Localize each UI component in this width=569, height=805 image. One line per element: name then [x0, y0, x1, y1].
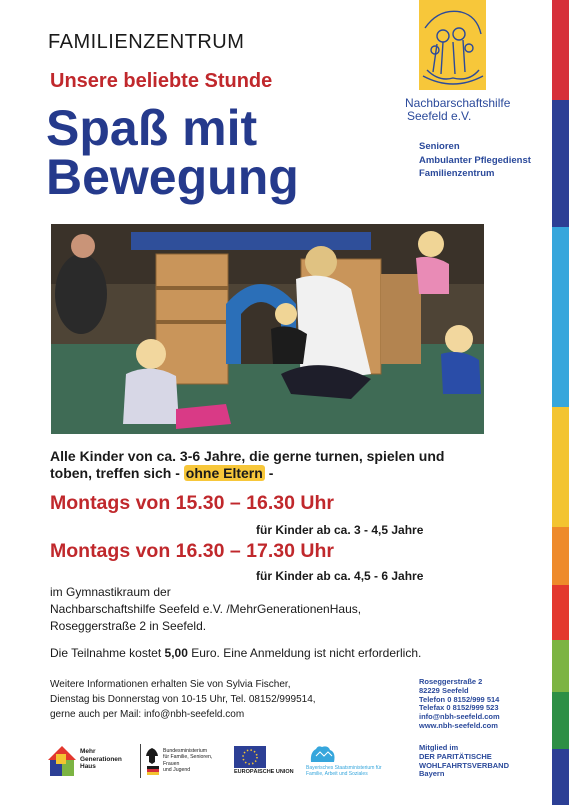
color-stripe: [552, 527, 569, 585]
more-info: [50, 677, 316, 722]
organization-logo: [419, 0, 486, 90]
color-stripe: [552, 692, 569, 749]
intro-main: Alle Kinder von ca. 3-6 Jahre, die gerne turnen, spielen und toben, treffen sich -: [50, 448, 445, 481]
service-item: Ambulanter Pflegedienst: [419, 154, 531, 166]
contact-line: Telefon 0 8152/999 514: [419, 694, 500, 704]
schedule-time-2: Montags von 16.30 – 17.30 Uhr: [50, 540, 334, 562]
ministry-logo: [140, 744, 227, 778]
ministry-line: Bundesministerium: [163, 748, 208, 754]
subtitle: Unsere beliebte Stunde: [50, 70, 273, 92]
color-stripe: [552, 100, 569, 227]
service-item: Familienzentrum: [419, 168, 495, 179]
location-line: Nachbarschaftshilfe Seefeld e.V. /MehrGenerationenHaus,: [50, 602, 362, 616]
organization-services: [419, 140, 531, 181]
membership-line: DER PARITÄTISCHE: [419, 751, 492, 761]
bavaria-line: Bayerisches Staatsministerium für: [306, 765, 382, 771]
service-item: Senioren: [419, 141, 460, 152]
color-stripe: [552, 749, 569, 805]
more-info-line: gerne auch per Mail: info@nbh-seefeld.com: [50, 709, 245, 720]
contact-website: www.nbh-seefeld.com: [419, 720, 498, 730]
title-line-1: Spaß mit: [46, 100, 258, 156]
eu-logo: [232, 744, 298, 778]
schedule-age-2: für Kinder ab ca. 4,5 - 6 Jahre: [256, 569, 424, 583]
membership-line: Bayern: [419, 769, 445, 779]
eagle-icon: [145, 746, 159, 766]
highlight-no-parents: ohne Eltern: [185, 465, 263, 481]
bavaria-ministry-logo: [306, 744, 404, 778]
contact-email: info@nbh-seefeld.com: [419, 712, 500, 722]
fee-after: Euro. Eine Anmeldung ist nicht erforderlich.: [187, 646, 422, 660]
schedule-time-1: Montags von 15.30 – 16.30 Uhr: [50, 492, 334, 514]
mgh-line: Generationen: [80, 755, 122, 763]
organization-name-line-2: Seefeld e.V.: [407, 109, 472, 123]
mehrgenerationenhaus-logo: [46, 744, 132, 778]
fee-amount: 5,00: [164, 646, 188, 660]
bavaria-line: Familie, Arbeit und Soziales: [306, 771, 368, 777]
membership-line: WOHLFAHRTSVERBAND: [419, 760, 509, 770]
organization-name: [405, 97, 510, 123]
title-line-2: Bewegung: [46, 149, 299, 205]
more-info-line: Weitere Informationen erhalten Sie von Sylvia Fischer,: [50, 679, 291, 690]
contact-line: Roseggerstraße 2: [419, 677, 483, 686]
fee-text: [50, 646, 421, 660]
fee-before: Die Teilnahme kostet: [50, 646, 165, 660]
contact-block: [419, 678, 500, 731]
color-stripe: [552, 227, 569, 407]
membership-block: [419, 744, 509, 779]
intro-text: [50, 448, 490, 482]
mgh-line: Haus: [80, 763, 96, 770]
family-hands-logo-icon: [419, 0, 486, 90]
color-stripe: [552, 0, 569, 100]
schedule-age-1: für Kinder ab ca. 3 - 4,5 Jahre: [256, 523, 424, 537]
organization-name-line-1: Nachbarschaftshilfe: [405, 96, 511, 110]
ministry-line: und Jugend: [163, 766, 191, 773]
color-stripe: [552, 585, 569, 640]
membership-line: Mitglied im: [419, 743, 459, 752]
eu-stars-icon: [234, 746, 266, 768]
header-label: FAMILIENZENTRUM: [48, 31, 245, 53]
color-stripe: [552, 640, 569, 692]
location-line: im Gymnastikraum der: [50, 585, 171, 599]
page-title: [46, 100, 299, 205]
intro-end: -: [264, 465, 274, 481]
contact-line: Telefax 0 8152/999 523: [419, 703, 499, 713]
color-stripe: [552, 407, 569, 527]
location-line: Roseggerstraße 2 in Seefeld.: [50, 619, 207, 633]
eu-label: EUROPÄISCHE UNION: [234, 769, 294, 775]
more-info-line: Dienstag bis Donnerstag von 10-15 Uhr, Tel. 08152/999514,: [50, 694, 316, 705]
house-logo-icon: [46, 744, 78, 778]
gym-photo: [51, 224, 484, 434]
location-text: [50, 584, 361, 635]
contact-line: 82229 Seefeld: [419, 685, 469, 695]
mgh-line: Mehr: [80, 748, 96, 755]
ministry-line: für Familie, Senioren, Frauen: [163, 754, 213, 767]
bavaria-lion-icon: [308, 744, 338, 764]
